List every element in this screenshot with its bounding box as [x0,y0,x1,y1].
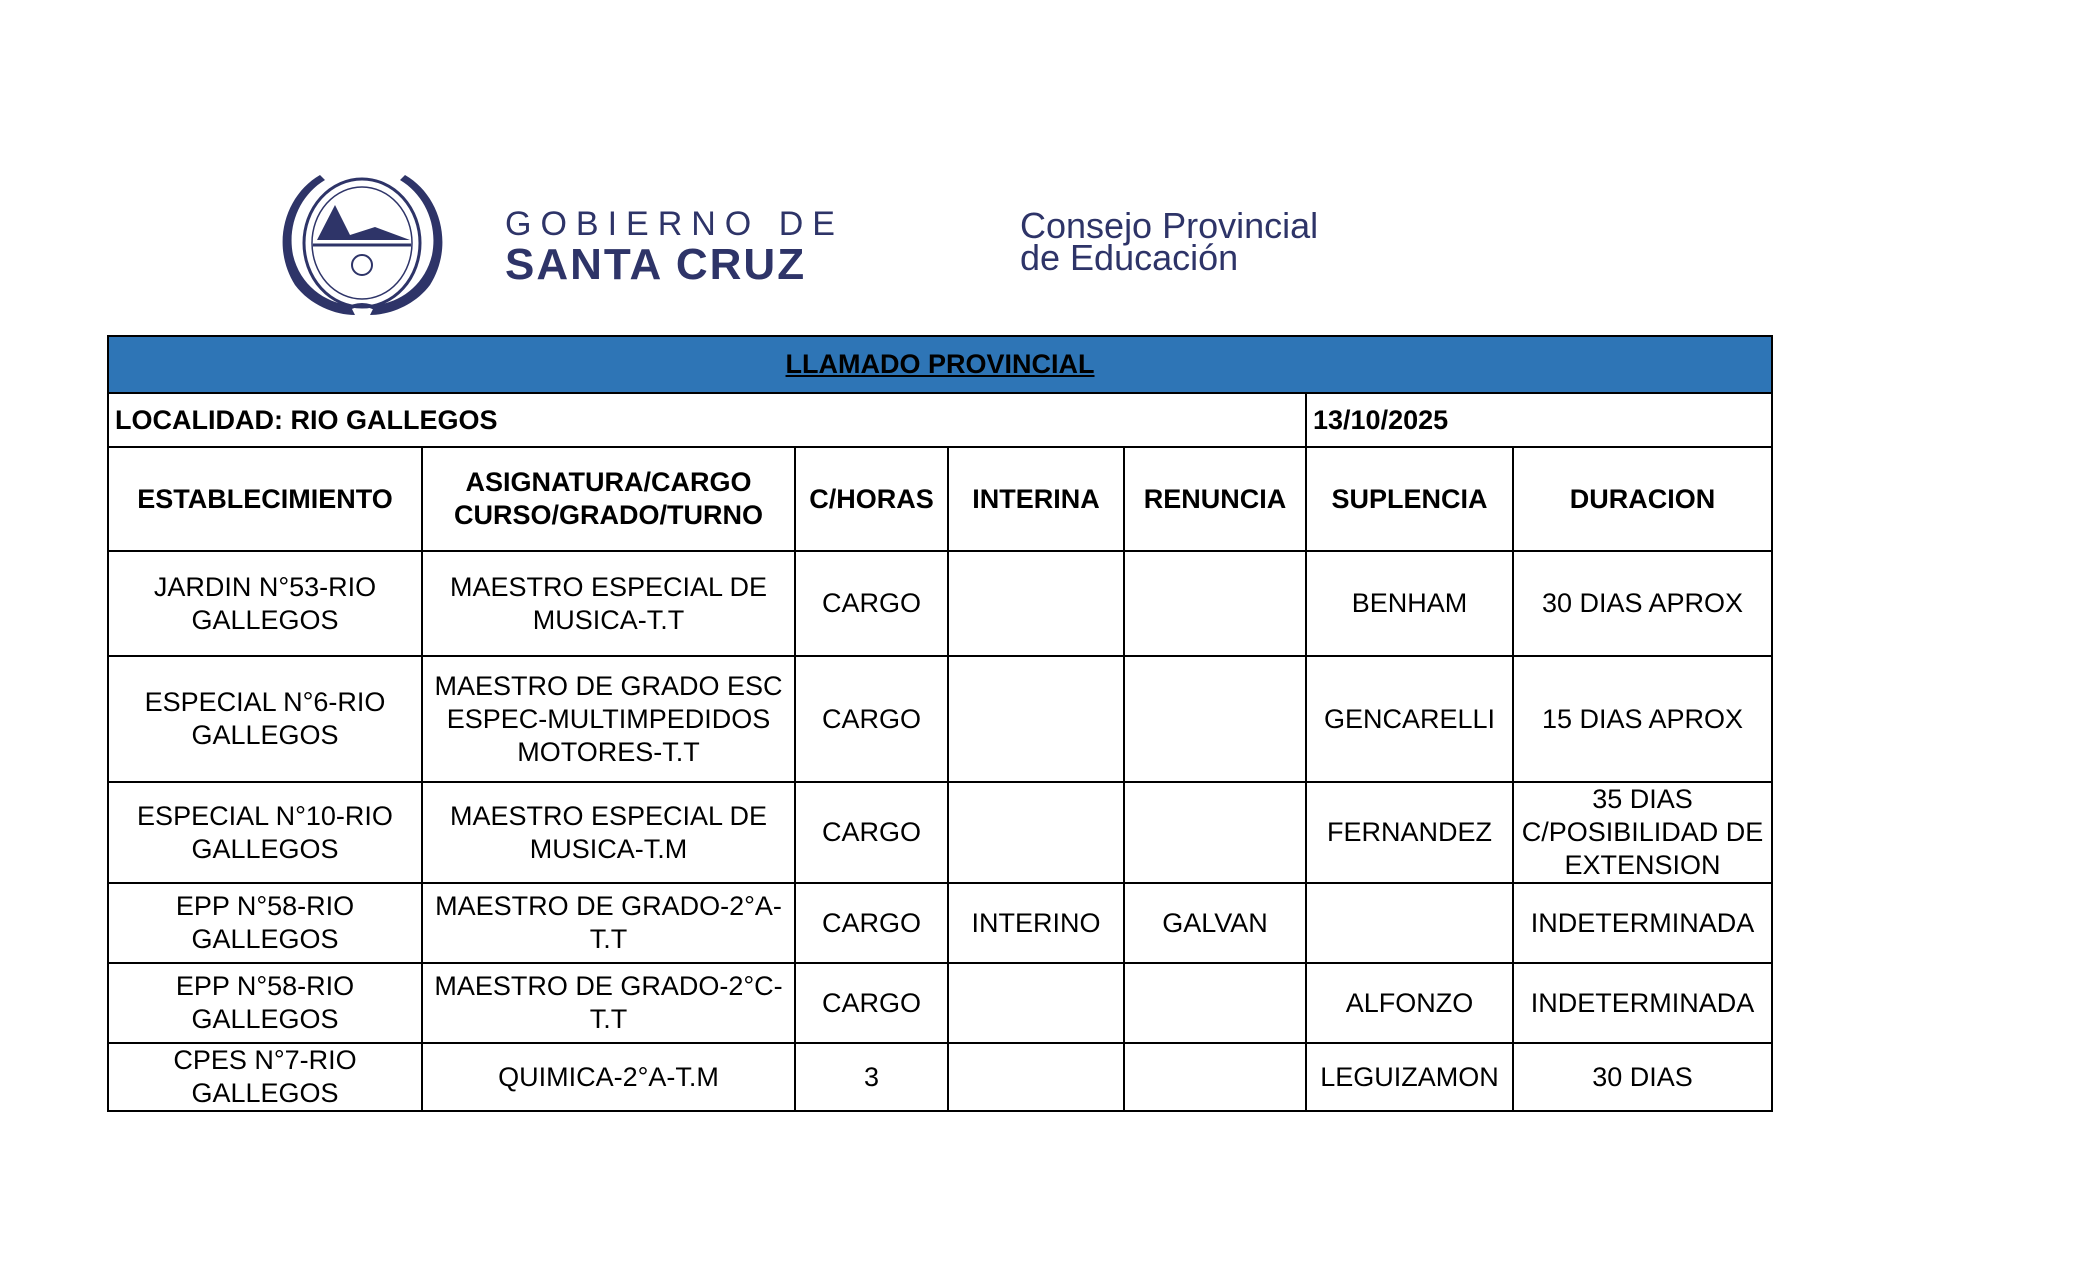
page-title: LLAMADO PROVINCIAL [785,349,1095,379]
title-row [108,336,1772,393]
cell-asignatura: MAESTRO DE GRADO-2°C-T.T [422,963,795,1043]
gobierno-line1: GOBIERNO DE [505,205,844,243]
table-row [108,883,1772,963]
cell-suplencia: BENHAM [1306,551,1513,656]
cell-horas: CARGO [795,782,948,883]
date-cell: 13/10/2025 [1306,393,1772,447]
cell-renuncia [1124,1043,1306,1111]
cell-interina [948,551,1124,656]
cell-suplencia: GENCARELLI [1306,656,1513,782]
table-row [108,782,1772,883]
cell-horas: CARGO [795,883,948,963]
col-header: C/HORAS [795,447,948,551]
cell-suplencia: LEGUIZAMON [1306,1043,1513,1111]
table-row [108,656,1772,782]
gobierno-line2: SANTA CRUZ [505,240,807,289]
cell-renuncia [1124,963,1306,1043]
consejo-logo-text [1020,205,1319,278]
cell-duracion: 30 DIAS [1513,1043,1772,1111]
cell-duracion: INDETERMINADA [1513,963,1772,1043]
cell-renuncia [1124,782,1306,883]
cell-interina: INTERINO [948,883,1124,963]
cell-establecimiento: ESPECIAL N°6-RIO GALLEGOS [108,656,422,782]
cell-interina [948,782,1124,883]
consejo-line1: Consejo Provincial [1020,205,1319,246]
cell-horas: CARGO [795,551,948,656]
cell-interina [948,656,1124,782]
table-row [108,963,1772,1043]
localidad-cell: LOCALIDAD: RIO GALLEGOS [108,393,1306,447]
cell-establecimiento: CPES N°7-RIO GALLEGOS [108,1043,422,1111]
cell-interina [948,963,1124,1043]
cell-suplencia: ALFONZO [1306,963,1513,1043]
cell-establecimiento: JARDIN N°53-RIO GALLEGOS [108,551,422,656]
cell-duracion: 15 DIAS APROX [1513,656,1772,782]
cell-suplencia [1306,883,1513,963]
cell-establecimiento: ESPECIAL N°10-RIO GALLEGOS [108,782,422,883]
cell-horas: CARGO [795,656,948,782]
llamado-table [107,335,1773,1112]
title-cell [108,336,1772,393]
col-header: INTERINA [948,447,1124,551]
consejo-line2: de Educación [1020,237,1239,278]
cell-asignatura: MAESTRO ESPECIAL DE MUSICA-T.M [422,782,795,883]
localidad-row [108,393,1772,447]
cell-asignatura: MAESTRO DE GRADO ESC ESPEC-MULTIMPEDIDOS MOTORES-T.T [422,656,795,782]
santa-cruz-seal-logo [265,165,460,320]
cell-duracion: INDETERMINADA [1513,883,1772,963]
col-header: DURACION [1513,447,1772,551]
col-header: ESTABLECIMIENTO [108,447,422,551]
column-header-row [108,447,1772,551]
header [265,165,1465,320]
col-header: ASIGNATURA/CARGO CURSO/GRADO/TURNO [422,447,795,551]
cell-renuncia: GALVAN [1124,883,1306,963]
cell-asignatura: QUIMICA-2°A-T.M [422,1043,795,1111]
cell-duracion: 30 DIAS APROX [1513,551,1772,656]
cell-renuncia [1124,656,1306,782]
cell-duracion: 35 DIAS C/POSIBILIDAD DE EXTENSION [1513,782,1772,883]
table-row [108,1043,1772,1111]
cell-interina [948,1043,1124,1111]
cell-suplencia: FERNANDEZ [1306,782,1513,883]
cell-horas: 3 [795,1043,948,1111]
cell-renuncia [1124,551,1306,656]
cell-establecimiento: EPP N°58-RIO GALLEGOS [108,963,422,1043]
cell-horas: CARGO [795,963,948,1043]
cell-establecimiento: EPP N°58-RIO GALLEGOS [108,883,422,963]
col-header: SUPLENCIA [1306,447,1513,551]
gobierno-logo-text [505,205,844,287]
table-row [108,551,1772,656]
col-header: RENUNCIA [1124,447,1306,551]
cell-asignatura: MAESTRO ESPECIAL DE MUSICA-T.T [422,551,795,656]
cell-asignatura: MAESTRO DE GRADO-2°A-T.T [422,883,795,963]
